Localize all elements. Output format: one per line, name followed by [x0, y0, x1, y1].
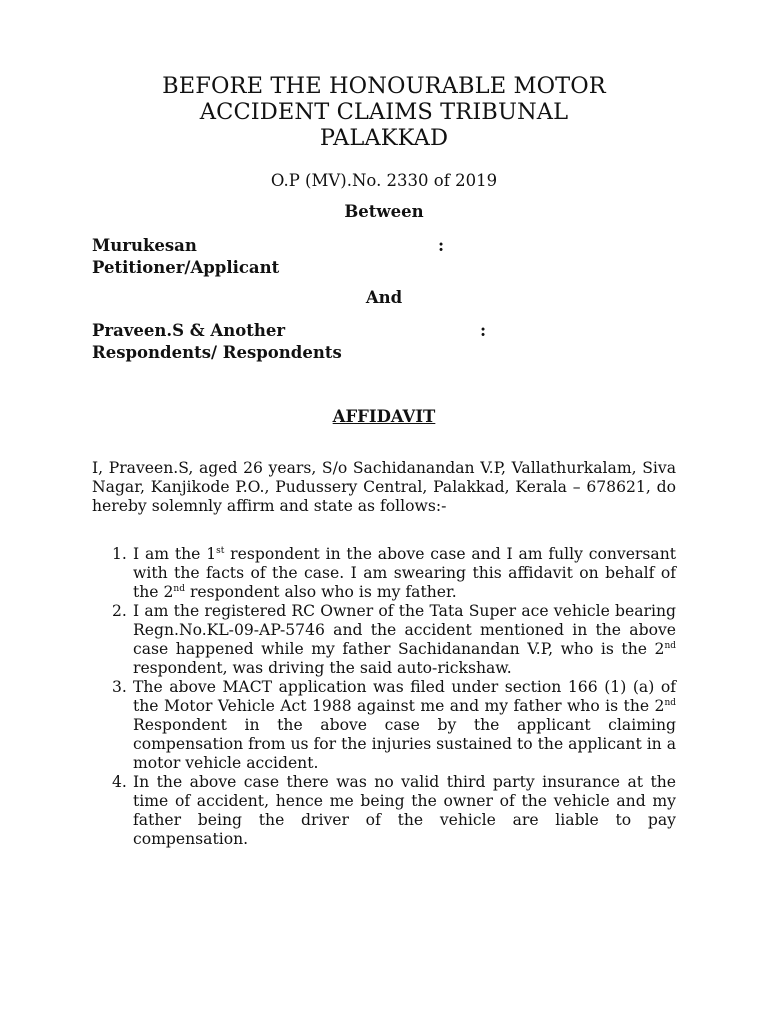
item-text: respondent also who is my father. — [184, 583, 457, 601]
item-number: 4. — [112, 773, 127, 791]
affidavit-heading: AFFIDAVIT — [332, 407, 436, 426]
petitioner-block — [92, 235, 445, 279]
and-label-text: And — [365, 288, 403, 307]
title-line-3: PALAKKAD — [319, 125, 449, 151]
item-text: respondent, was driving the said auto-rickshaw. — [133, 659, 512, 677]
petitioner-role: Petitioner/Applicant — [92, 258, 280, 277]
ordinal-suffix: nd — [173, 584, 185, 594]
item-number: 1. — [112, 545, 127, 563]
item-number: 2. — [112, 602, 127, 620]
ordinal-suffix: nd — [664, 641, 676, 651]
respondent-name: Praveen.S & Another — [92, 321, 286, 340]
case-number: O.P (MV).No. 2330 of 2019 — [270, 171, 498, 190]
list-item — [92, 602, 676, 678]
ordinal-suffix: nd — [664, 698, 676, 708]
list-item — [92, 678, 676, 773]
title-line-1: BEFORE THE HONOURABLE MOTOR — [162, 73, 606, 99]
petitioner-name: Murukesan — [92, 236, 197, 255]
list-item — [92, 545, 676, 602]
item-text: I am the 1 — [133, 545, 217, 563]
respondent-block — [92, 320, 487, 364]
respondent-role: Respondents/ Respondents — [92, 343, 342, 362]
item-text: Respondent in the above case by the applicant claiming compensation from us for the injuries sustained to the applicant in a motor vehicle accident. — [133, 716, 676, 772]
item-text: In the above case there was no valid third party insurance at the time of accident, hence me being the owner of the vehicle and my father being the driver of the vehicle are liable to pay compensation. — [133, 773, 676, 848]
and-label — [0, 288, 768, 308]
petitioner-separator: : — [438, 236, 445, 255]
item-number: 3. — [112, 678, 127, 696]
list-item — [92, 773, 676, 849]
respondent-separator: : — [480, 321, 487, 340]
intro-paragraph: I, Praveen.S, aged 26 years, S/o Sachidanandan V.P, Vallathurkalam, Siva Nagar, Kanjikode P.O., Pudussery Central, Palakkad, Kerala – 678621, do hereby solemnly affirm and state as follows:- — [92, 459, 676, 515]
tribunal-title — [0, 73, 768, 151]
statement-list — [92, 545, 676, 849]
between-label: Between — [344, 202, 424, 221]
item-text: I am the registered RC Owner of the Tata Super ace vehicle bearing Regn.No.KL-09-AP-5746 and the accident mentioned in the above case happened while my father Sachidanandan V.P, who is the 2 — [133, 602, 676, 658]
item-text: The above MACT application was filed under section 166 (1) (a) of the Motor Vehicle Act 1988 against me and my father who is the 2 — [133, 678, 676, 715]
title-line-2: ACCIDENT CLAIMS TRIBUNAL — [199, 99, 569, 125]
item-text: respondent in the above case and I am fully conversant with the facts of the case. I am swearing this affidavit on behalf of the 2 — [133, 545, 676, 601]
ordinal-suffix: st — [216, 546, 225, 556]
